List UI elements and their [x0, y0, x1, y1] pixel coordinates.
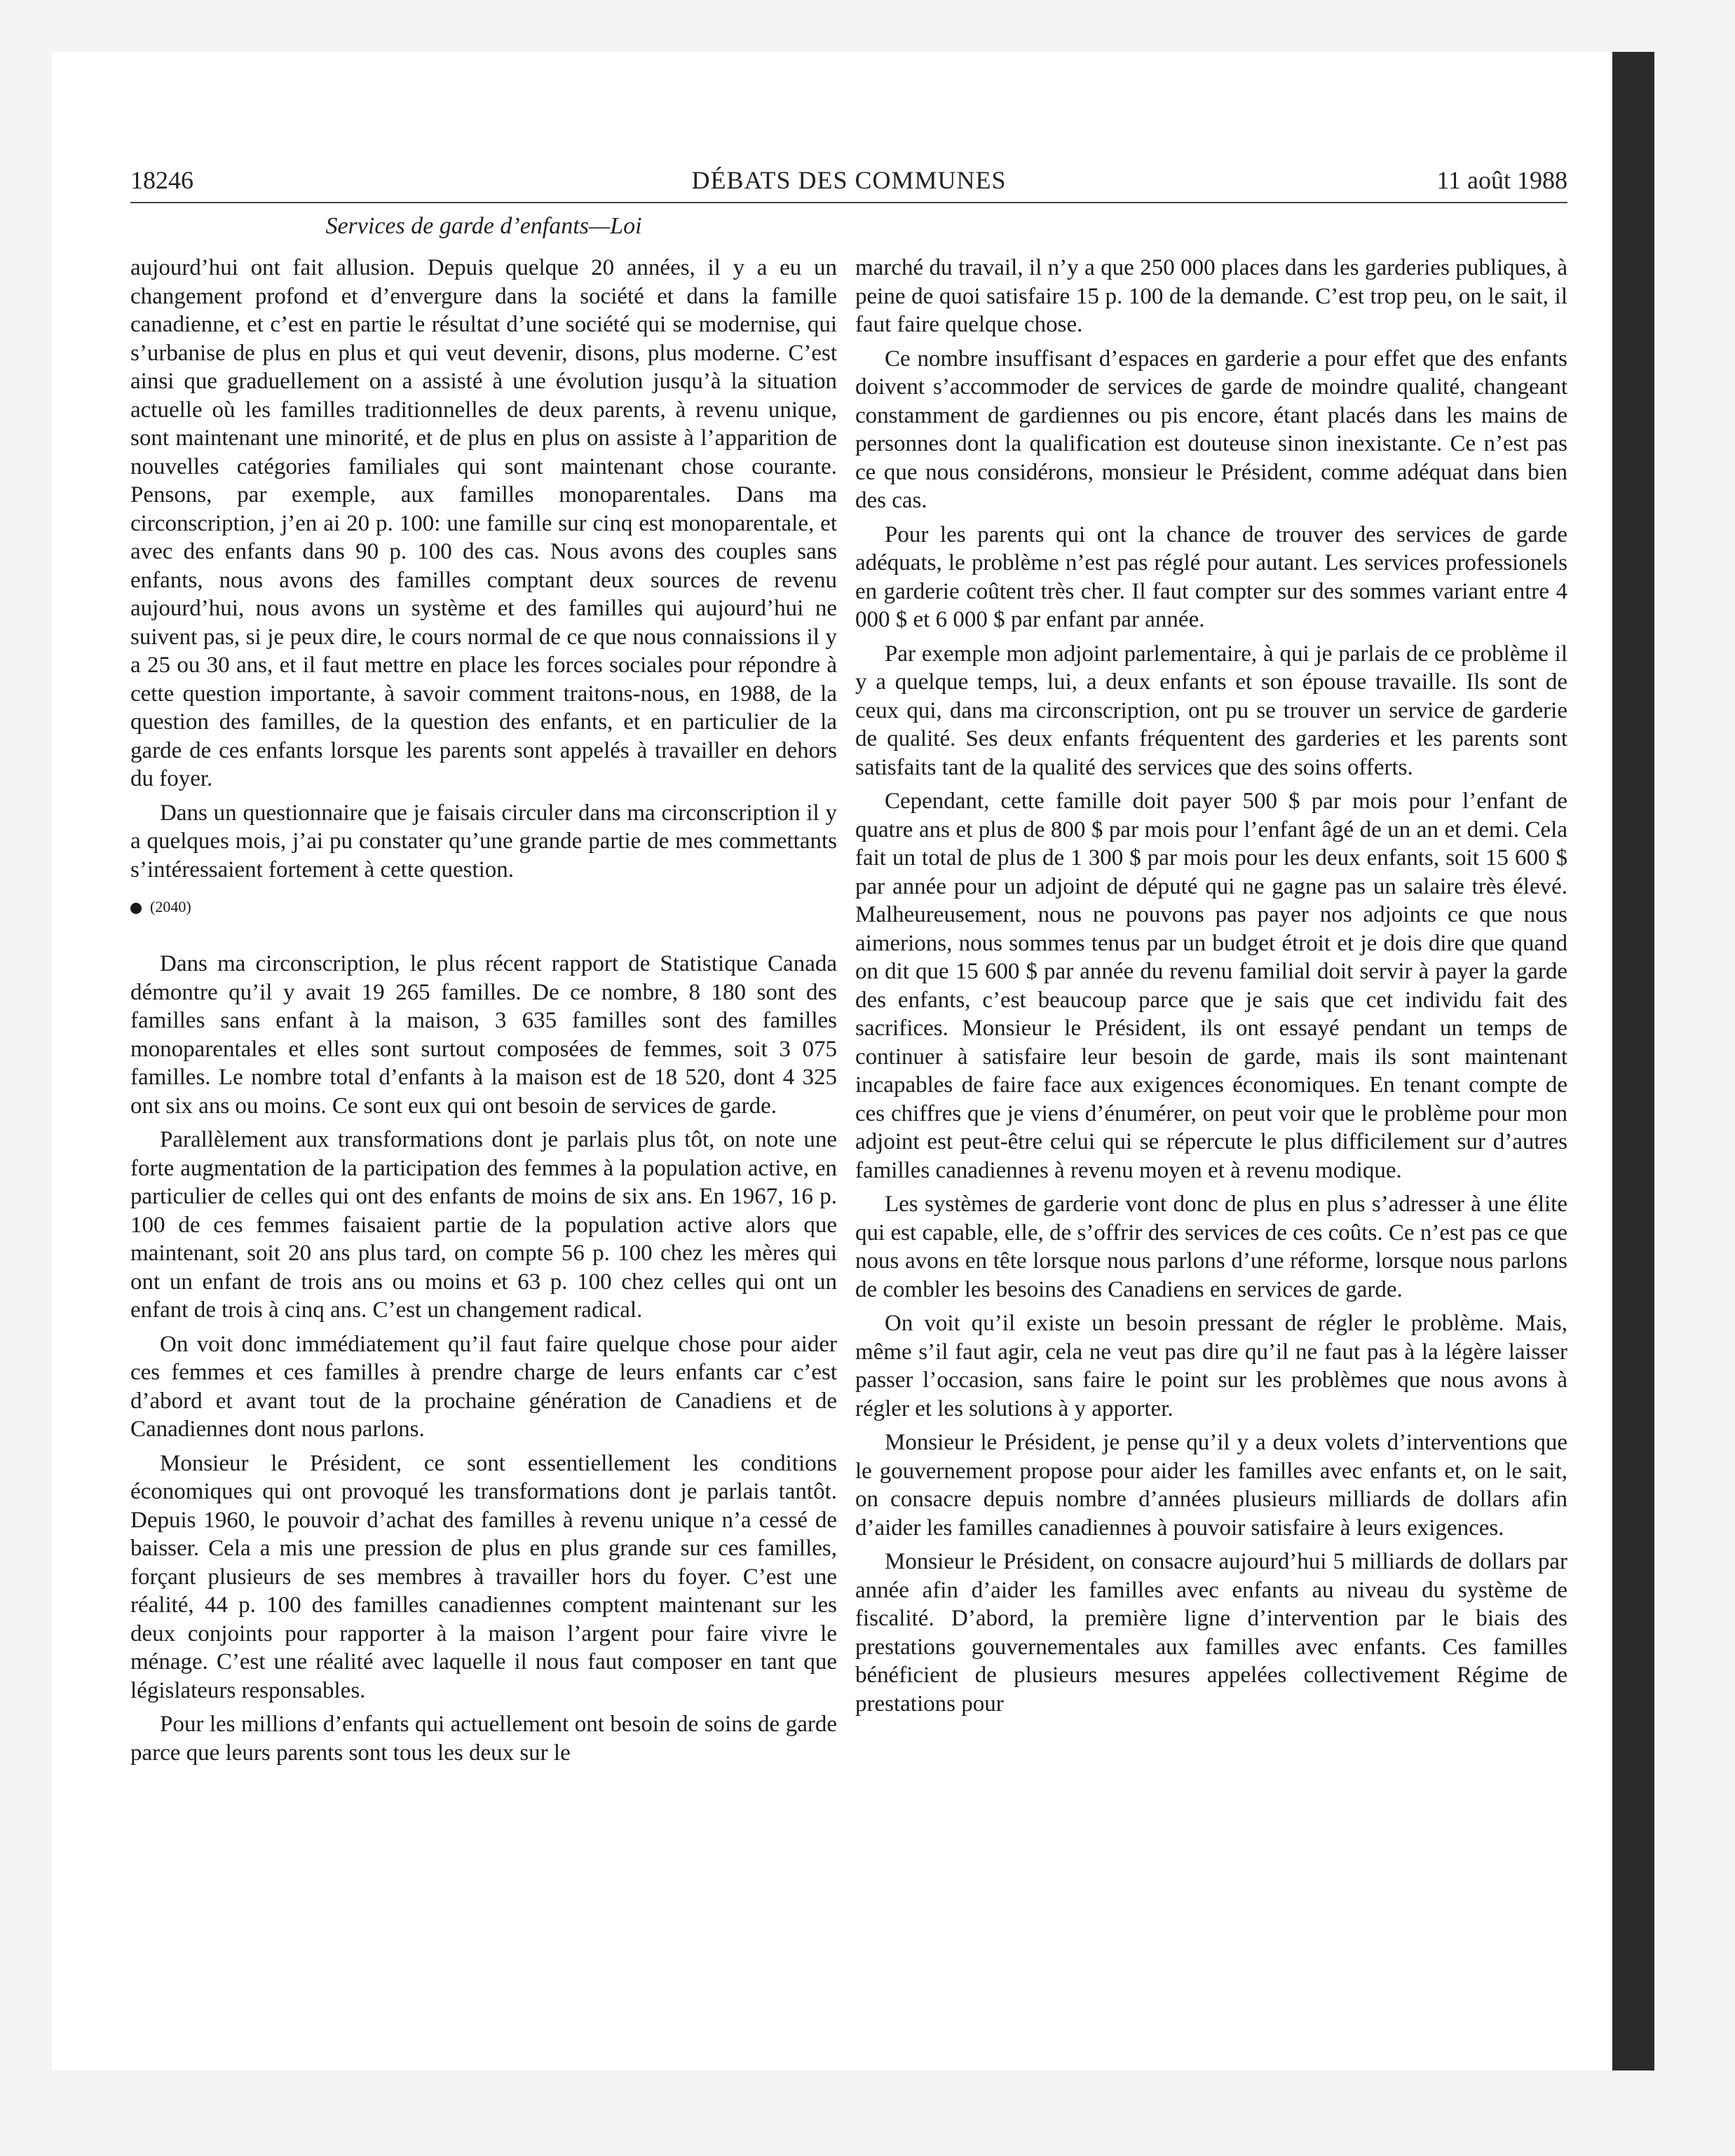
- paragraph: marché du travail, il n’y a que 250 000 places dans les garderies publiques, à peine de quoi satisfaire 15 p. 100 de la demande. C’est trop peu, on le sait, il faut faire quelque chose.: [855, 255, 1567, 337]
- publication-title: DÉBATS DES COMMUNES: [691, 166, 1007, 194]
- scan-edge-bar: [1612, 52, 1654, 2070]
- page-header: [130, 160, 1567, 203]
- paragraph: On voit qu’il existe un besoin pressant de régler le problème. Mais, même s’il faut agir, cela ne veut pas dire qu’il ne faut pas à la légère laisser passer l’occasion, sans faire le point sur les problèmes que nous avons à régler et les solutions à y apporter.: [855, 1311, 1567, 1421]
- paragraph: Pour les millions d’enfants qui actuellement ont besoin de soins de garde parce que leurs parents sont tous les deux sur le: [130, 1712, 837, 1766]
- paragraph: Dans ma circonscription, le plus récent rapport de Statistique Canada démontre qu’il y avait 19 265 familles. De ce nombre, 8 180 sont des familles sans enfant à la maison, 3 635 familles sont des familles monoparentales et elles sont surtout composées de femmes, soit 3 075 familles. Le nombre total d’enfants à la maison est de 18 520, dont 4 325 ont six ans ou moins. Ce sont eux qui ont besoin de services de garde.: [130, 951, 837, 1119]
- right-column: [855, 254, 1567, 1724]
- paragraph: Cependant, cette famille doit payer 500 $ par mois pour l’enfant de quatre ans et plus de 800 $ par mois pour l’enfant âgé de un an et demi. Cela fait un total de plus de 1 300 $ par mois pour les deux enfants, soit 15 600 $ par année pour un adjoint de député qui ne gagne pas un salaire très élevé. Malheureusement, nous ne pouvons pas payer nos adjoints ce que nous aimerions, nous sommes tenus par un budget étroit et je dois dire que quand on dit que 15 600 $ par année du revenu familial doit servir à payer la garde des enfants, c’est beaucoup parce que je sais que cet individu fait des sacrifices. Monsieur le Président, ils ont essayé pendant un temps de continuer à satisfaire leur besoin de garde, mais ils sont maintenant incapables de faire face aux exigences économiques. En tenant compte de ces chiffres que je viens d’énumérer, on peut voir que le problème pour mon adjoint est peut-être celui qui se répercute le plus difficilement sur d’autres familles canadiennes à revenu moyen et à revenu modique.: [855, 789, 1567, 1183]
- paragraph: Monsieur le Président, je pense qu’il y a deux volets d’interventions que le gouvernement propose pour aider les familles avec enfants et, on le sait, on consacre depuis nombre d’années plusieurs milliards de dollars afin d’aider les familles canadiennes à pouvoir satisfaire à leurs exigences.: [855, 1430, 1567, 1541]
- paragraph: Monsieur le Président, on consacre aujourd’hui 5 milliards de dollars par année afin d’aider les familles avec enfants au niveau du système de fiscalité. D’abord, la première ligne d’intervention par le biais des prestations gouvernementales aux familles avec enfants. Ces familles bénéficient de plusieurs mesures appelées collectivement Régime de prestations pour: [855, 1549, 1567, 1717]
- paragraph: Ce nombre insuffisant d’espaces en garderie a pour effet que des enfants doivent s’accommoder de services de garde de moindre qualité, changeant constamment de gardiennes ou pis encore, étant placés dans les mains de personnes dont la qualification est douteuse sinon inexistante. Ce n’est pas ce que nous considérons, monsieur le Président, comme adéquat dans bien des cas.: [855, 346, 1567, 513]
- time-marker: [130, 896, 837, 917]
- paragraph: Les systèmes de garderie vont donc de plus en plus s’adresser à une élite qui est capable, elle, de s’offrir des services de ces coûts. Ce n’est pas ce que nous avons en tête lorsque nous parlons d’une réforme, lorsque nous parlons de combler les besoins des Canadiens en services de garde.: [855, 1192, 1567, 1302]
- bullet-icon: [130, 903, 142, 914]
- paragraph: Par exemple mon adjoint parlementaire, à qui je parlais de ce problème il y a quelque temps, lui, a deux enfants et son épouse travaille. Ils sont de ceux qui, dans ma circonscription, ont pu se trouver un service de garderie de qualité. Ses deux enfants fréquentent des garderies et les parents sont satisfaits tant de la qualité des services que des soins offerts.: [855, 641, 1567, 780]
- paragraph: Monsieur le Président, ce sont essentiellement les conditions économiques qui ont provoqué les transformations dont je parlais tantôt. Depuis 1960, le pouvoir d’achat des familles à revenu unique n’a cessé de baisser. Cela a mis une pression de plus en plus grande sur ces familles, forçant plusieurs de ses membres à travailler hors du foyer. C’est une réalité, 44 p. 100 des familles canadiennes comptent maintenant sur les deux conjoints pour rapporter à la maison l’argent pour faire vivre le ménage. C’est une réalité avec laquelle il nous faut composer en tant que législateurs responsables.: [130, 1450, 837, 1703]
- section-subtitle: Services de garde d’enfants—Loi: [325, 213, 642, 239]
- paragraph: Parallèlement aux transformations dont je parlais plus tôt, on note une forte augmentation de la participation des femmes à la population active, en particulier de celles qui ont des enfants de moins de six ans. En 1967, 16 p. 100 de ces femmes faisaient partie de la population active alors que maintenant, soit 20 ans plus tard, on compte 56 p. 100 chez les mères qui ont un enfant de trois ans ou moins et 63 p. 100 chez celles qui ont un enfant de trois à cinq ans. C’est un changement radical.: [130, 1127, 837, 1323]
- paragraph: On voit donc immédiatement qu’il faut faire quelque chose pour aider ces femmes et ces familles à prendre charge de leurs enfants car c’est d’abord et avant tout de la prochaine génération de Canadiens et de Canadiennes dont nous parlons.: [130, 1331, 837, 1442]
- time-marker-label: (2040): [150, 898, 191, 915]
- paragraph: Pour les parents qui ont la chance de trouver des services de garde adéquats, le problème n’est pas réglé pour autant. Les services professionels en garderie coûtent très cher. Il faut compter sur des sommes variant entre 4 000 $ et 6 000 $ par enfant par année.: [855, 521, 1567, 632]
- publication-date: 11 août 1988: [1436, 166, 1567, 194]
- left-column: [130, 254, 837, 1773]
- paragraph: Dans un questionnaire que je faisais circuler dans ma circonscription il y a quelques mois, j’ai pu constater qu’une grande partie de mes commettants s’intéressaient fortement à cette question.: [130, 800, 837, 882]
- paragraph: aujourd’hui ont fait allusion. Depuis quelque 20 années, il y a eu un changement profond et d’envergure dans la société et dans la famille canadienne, et c’est en partie le résultat d’une société qui se modernise, qui s’urbanise de plus en plus et qui veut devenir, disons, plus moderne. C’est ainsi que graduellement on a assisté à une évolution jusqu’à la situation actuelle où les familles traditionnelles de deux parents, à revenu unique, sont maintenant une minorité, et de plus en plus on assiste à l’apparition de nouvelles catégories familiales qui sont maintenant chose courante. Pensons, par exemple, aux familles monoparentales. Dans ma circonscription, j’en ai 20 p. 100: une famille sur cinq est monoparentale, et avec des enfants dans 90 p. 100 des cas. Nous avons des couples sans enfants, nous avons des familles comptant deux sources de revenu aujourd’hui, nous avons un système et des familles qui aujourd’hui ne suivent pas, si je peux dire, le cours normal de ce que nous connaissions il y a 25 ou 30 ans, et il faut mettre en place les forces sociales pour répondre à cette question importante, à savoir comment traitons-nous, en 1988, de la question des familles, de la question des enfants, et en particulier de la garde de ces enfants lorsque les parents sont appelés à travailler en dehors du foyer.: [130, 255, 837, 791]
- page-number: 18246: [130, 166, 193, 194]
